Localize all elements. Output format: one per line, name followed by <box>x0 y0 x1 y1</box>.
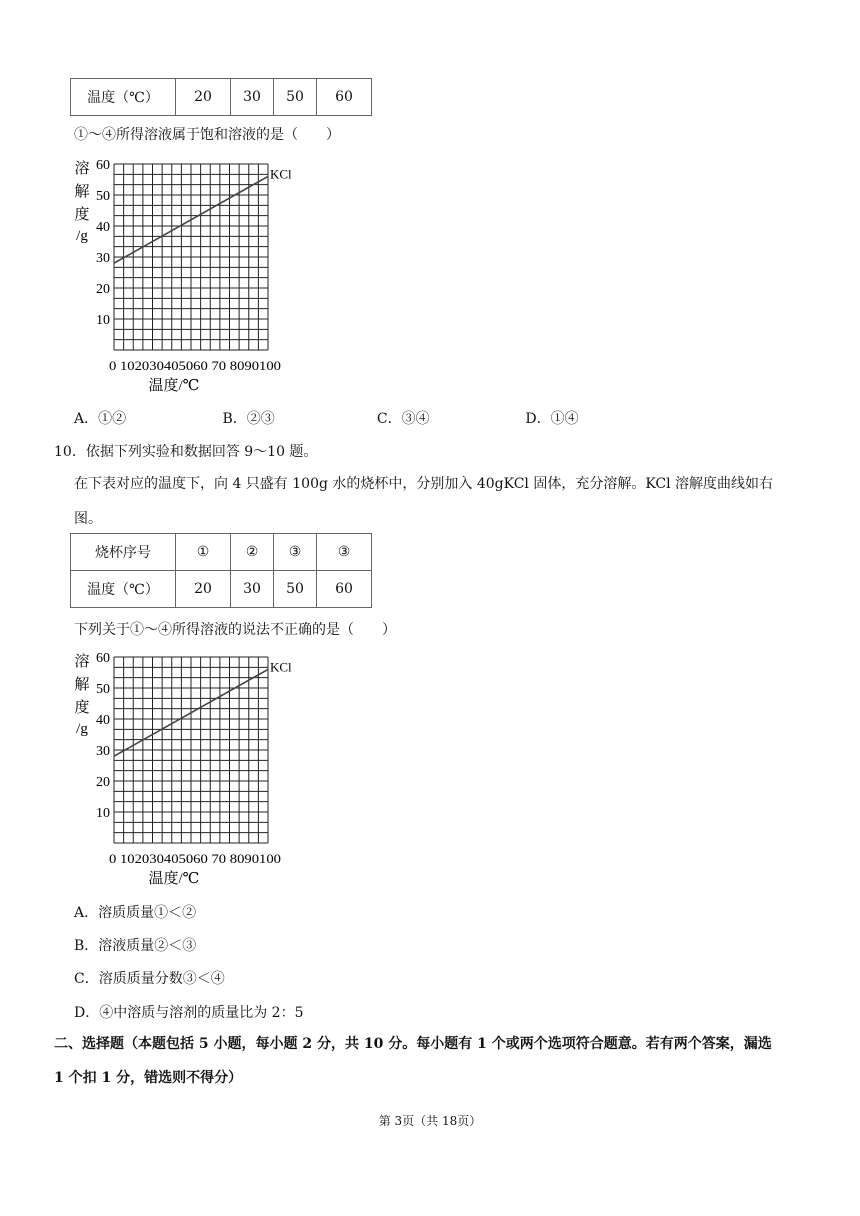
table-header-cell: 烧杯序号 <box>71 534 176 571</box>
option-a[interactable]: A．溶质质量①＜② <box>74 905 197 921</box>
section-2-heading-line-2: 1 个扣 1 分，错选则不得分） <box>54 1070 243 1086</box>
y-axis-label: 度 <box>74 207 90 223</box>
x-axis-label: 温度/℃ <box>148 378 200 394</box>
y-axis-label: 溶 <box>74 654 90 670</box>
option-a[interactable]: A．①② <box>74 411 127 427</box>
q10-beaker-table <box>70 533 372 608</box>
table-cell: 50 <box>274 79 317 116</box>
q10-description-line-1: 在下表对应的温度下，向 4 只盛有 100g 水的烧杯中，分别加入 40gKCl 固体，充分溶解。KCl 溶解度曲线如右 <box>74 476 774 492</box>
option-c[interactable]: C．③④ <box>376 411 430 427</box>
y-tick-label: 20 <box>96 282 110 297</box>
table-cell: ③ <box>274 534 317 571</box>
x-tick-labels: 0 102030405060 70 8090100 <box>109 358 281 373</box>
table-cell: 20 <box>176 571 231 608</box>
table-cell: ① <box>176 534 231 571</box>
table-cell: 50 <box>274 571 317 608</box>
option-b[interactable]: B．溶液质量②＜③ <box>74 938 197 954</box>
q9-stem: ①～④所得溶液属于饱和溶液的是（ ） <box>74 127 340 143</box>
y-axis-label: 度 <box>74 700 90 716</box>
y-tick-label: 50 <box>96 682 110 697</box>
option-c[interactable]: C．溶质质量分数③＜④ <box>74 971 225 987</box>
table-cell: 60 <box>317 571 372 608</box>
series-label: KCl <box>270 659 292 675</box>
y-tick-label: 20 <box>96 775 110 790</box>
y-axis-label: 解 <box>74 184 90 200</box>
series-label: KCl <box>270 166 292 182</box>
y-axis-label: 溶 <box>74 161 90 177</box>
table-cell: 20 <box>176 79 231 116</box>
option-d[interactable]: D．①④ <box>525 411 579 427</box>
table-header-cell: 温度（℃） <box>71 571 176 608</box>
y-tick-label: 40 <box>96 220 110 235</box>
option-b[interactable]: B．②③ <box>222 411 275 427</box>
y-axis-label: /g <box>76 721 88 737</box>
x-axis-label: 温度/℃ <box>148 871 200 887</box>
y-tick-label: 10 <box>96 313 110 328</box>
option-d[interactable]: D．④中溶质与溶剂的质量比为 2：5 <box>74 1005 304 1021</box>
kcl-solubility-chart-1 <box>70 155 310 395</box>
table-header-cell: 温度（℃） <box>71 79 176 116</box>
y-tick-label: 60 <box>96 651 110 666</box>
q9-options <box>74 408 625 428</box>
y-axis-label: /g <box>76 228 88 244</box>
y-tick-label: 40 <box>96 713 110 728</box>
chart-grid <box>114 657 268 843</box>
table-cell: 30 <box>231 79 274 116</box>
table-cell: 30 <box>231 571 274 608</box>
section-2-heading-line-1: 二、选择题（本题包括 5 小题，每小题 2 分，共 10 分。每小题有 1 个或两个选项符合题意。若有两个答案，漏选 <box>54 1036 772 1052</box>
y-tick-label: 60 <box>96 158 110 173</box>
table-cell: 60 <box>317 79 372 116</box>
chart-grid <box>114 164 268 350</box>
q10-stem: 下列关于①～④所得溶液的说法不正确的是（ ） <box>74 622 396 638</box>
table-cell: ③ <box>317 534 372 571</box>
y-tick-label: 50 <box>96 189 110 204</box>
y-tick-label: 10 <box>96 806 110 821</box>
page-footer: 第 3页（共 18页） <box>378 1114 482 1128</box>
x-tick-labels: 0 102030405060 70 8090100 <box>109 851 281 866</box>
y-tick-label: 30 <box>96 251 110 266</box>
y-axis-label: 解 <box>74 677 90 693</box>
kcl-solubility-chart-2 <box>70 648 310 888</box>
table-cell: ② <box>231 534 274 571</box>
y-tick-label: 30 <box>96 744 110 759</box>
q10-description-line-2: 图。 <box>74 511 102 527</box>
q9-temperature-table <box>70 78 372 116</box>
q10-intro: 10．依据下列实验和数据回答 9～10 题。 <box>54 444 318 460</box>
